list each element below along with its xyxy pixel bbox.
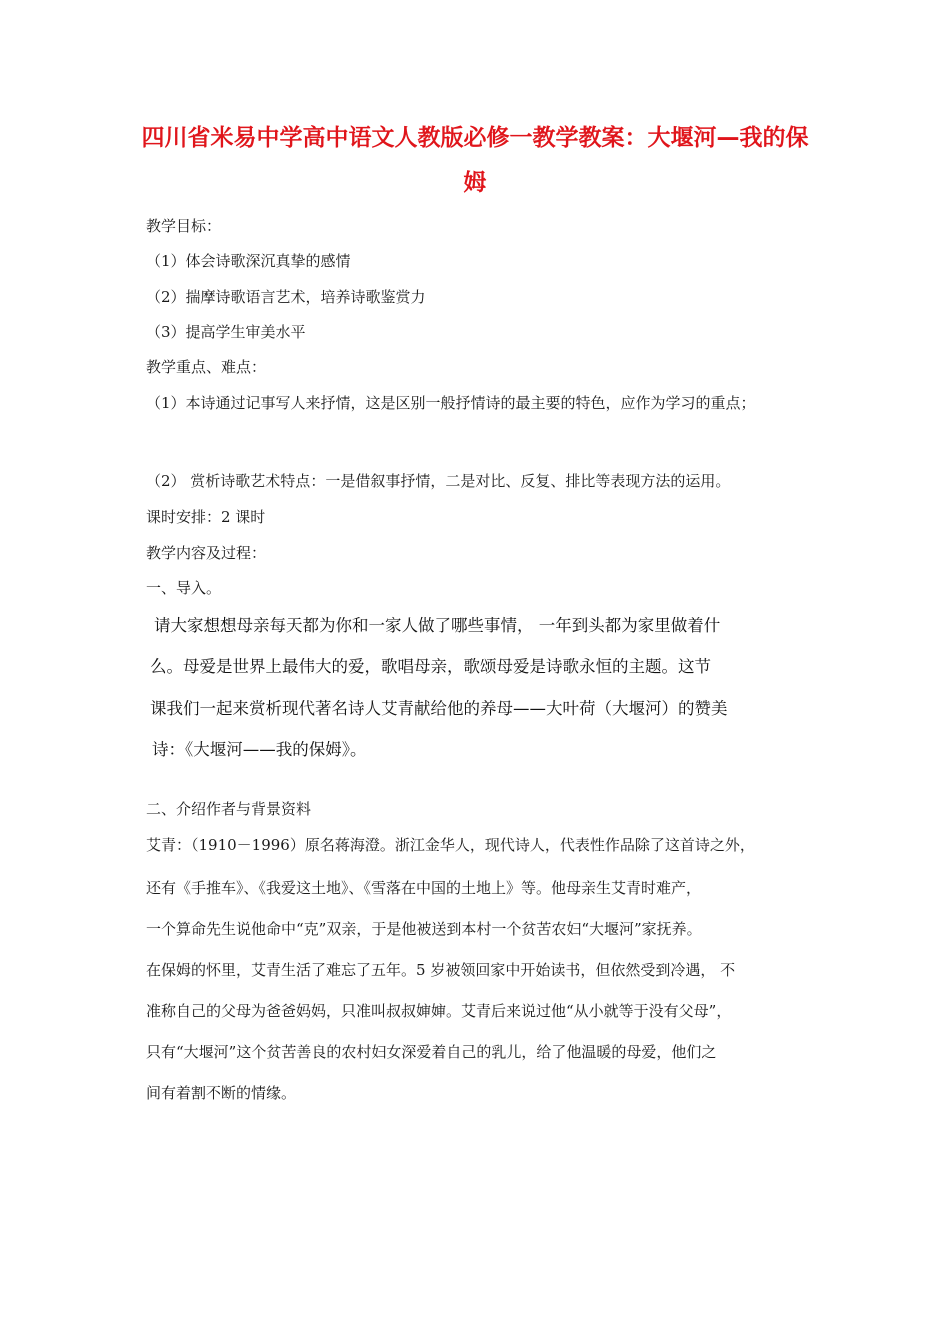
key-point-item: （1）本诗通过记事写人来抒情，这是区别一般抒情诗的最主要的特色，应作为学习的重点； (146, 394, 756, 412)
objectives-heading: 教学目标： (146, 217, 222, 235)
intro-line: 课我们一起来赏析现代著名诗人艾青献给他的养母——大叶荷（大堰河）的赞美 (150, 699, 728, 718)
author-bio-line: 间有着割不断的情缘。 (146, 1084, 297, 1102)
section-2-heading: 二、介绍作者与背景资料 (146, 800, 312, 818)
document-title-line-1: 四川省米易中学高中语文人教版必修一教学教案：大堰河—我的保 (141, 125, 809, 151)
intro-line: 么。母爱是世界上最伟大的爱，歌唱母亲，歌颂母爱是诗歌永恒的主题。这节 (150, 657, 711, 676)
schedule-text: 课时安排：2 课时 (146, 508, 266, 526)
key-points-heading: 教学重点、难点： (146, 358, 267, 376)
objective-item: （1）体会诗歌深沉真挚的感情 (146, 252, 351, 270)
author-bio-line: 准称自己的父母为爸爸妈妈，只准叫叔叔婶婶。艾青后来说过他“从小就等于没有父母”， (146, 1002, 732, 1020)
intro-line: 请大家想想母亲每天都为你和一家人做了哪些事情， 一年到头都为家里做着什 (154, 616, 721, 635)
author-bio-line: 在保姆的怀里，艾青生活了难忘了五年。5 岁被领回家中开始读书，但依然受到冷遇， 不 (146, 961, 736, 979)
author-bio-line: 只有“大堰河”这个贫苦善良的农村妇女深爱着自己的乳儿，给了他温暖的母爱，他们之 (146, 1043, 717, 1061)
document-title-line-2: 姆 (463, 170, 487, 196)
process-heading: 教学内容及过程： (146, 544, 267, 562)
objective-item: （3）提高学生审美水平 (146, 323, 306, 341)
section-1-heading: 一、导入。 (146, 579, 222, 597)
key-point-item: （2） 赏析诗歌艺术特点：一是借叙事抒情，二是对比、反复、排比等表现方法的运用。 (146, 472, 731, 490)
intro-line: 诗：《大堰河——我的保姆》。 (152, 740, 367, 759)
author-bio-line: 还有《手推车》、《我爱这土地》、《雪落在中国的土地上》等。他母亲生艾青时难产， (146, 879, 702, 897)
objective-item: （2）揣摩诗歌语言艺术，培养诗歌鉴赏力 (146, 288, 426, 306)
author-bio-line: 一个算命先生说他命中“克”双亲，于是他被送到本村一个贫苦农妇“大堰河”家抚养。 (146, 920, 702, 938)
author-bio-line: 艾青：（1910－1996）原名蒋海澄。浙江金华人，现代诗人，代表性作品除了这首诗之外， (146, 836, 755, 854)
